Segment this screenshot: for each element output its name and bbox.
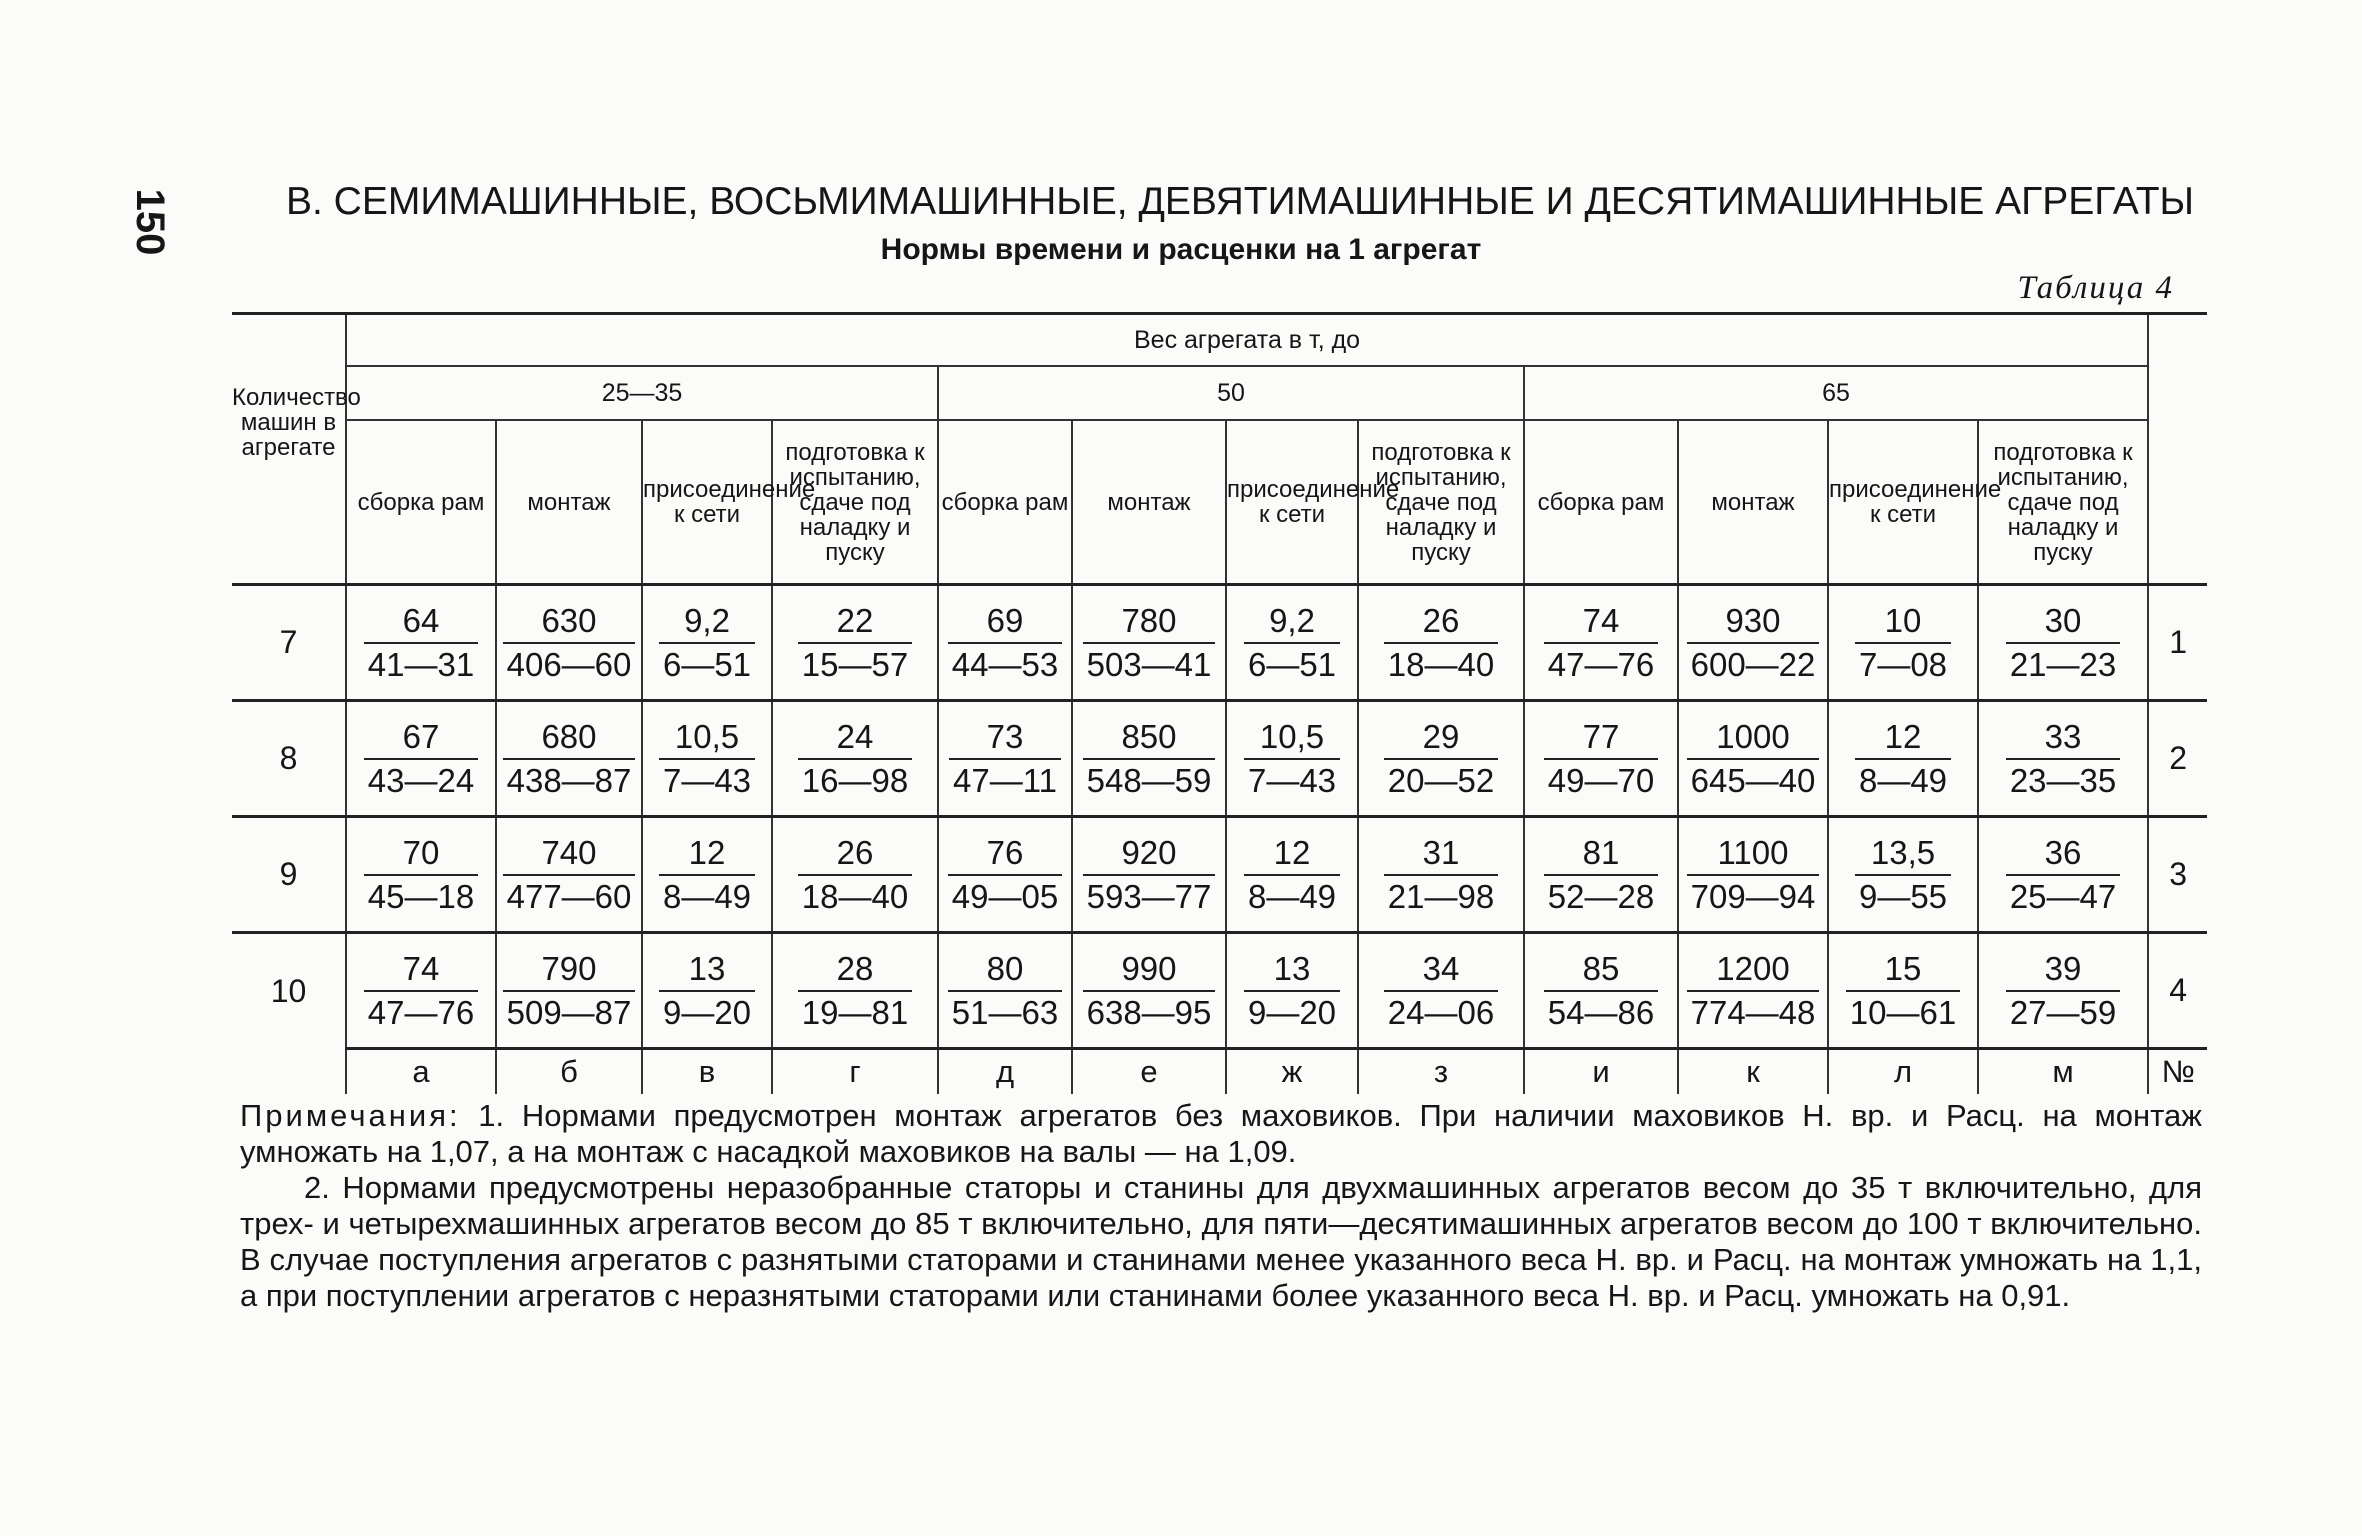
rate-value: 503—41 xyxy=(1086,645,1212,683)
norm-cell xyxy=(496,817,642,933)
column-header: присоединение к сети xyxy=(1226,420,1358,585)
section-title: В. СЕМИМАШИННЫЕ, ВОСЬМИМАШИННЫЕ, ДЕВЯТИМАШИННЫЕ И ДЕСЯТИМАШИННЫЕ АГРЕГАТЫ xyxy=(286,180,2195,223)
time-norm: 81 xyxy=(1544,834,1658,876)
norm-cell xyxy=(772,933,938,1049)
norm-cell xyxy=(642,817,772,933)
rate-value: 43—24 xyxy=(367,761,475,799)
time-norm: 80 xyxy=(948,950,1062,992)
rate-value: 7—43 xyxy=(662,761,752,799)
norm-cell xyxy=(1226,933,1358,1049)
column-letter: в xyxy=(642,1049,772,1095)
norm-cell xyxy=(1358,817,1524,933)
time-norm: 12 xyxy=(659,834,755,876)
rate-value: 7—08 xyxy=(1858,645,1948,683)
rate-value: 52—28 xyxy=(1547,877,1655,915)
norm-cell xyxy=(1072,817,1226,933)
column-letter: б xyxy=(496,1049,642,1095)
rate-value: 51—63 xyxy=(951,993,1059,1031)
norm-cell xyxy=(1358,701,1524,817)
time-norm: 13,5 xyxy=(1855,834,1951,876)
time-norm: 73 xyxy=(949,718,1061,760)
column-letters-row xyxy=(232,1049,2207,1095)
time-norm: 15 xyxy=(1846,950,1960,992)
norm-cell xyxy=(938,585,1072,701)
rate-value: 25—47 xyxy=(2009,877,2117,915)
time-norm: 28 xyxy=(798,950,912,992)
norm-cell xyxy=(496,585,642,701)
norm-cell xyxy=(1828,701,1978,817)
table-row xyxy=(232,933,2207,1049)
column-header: подготовка к испытанию, сдаче под наладку и пуску xyxy=(1978,420,2148,585)
rate-value: 41—31 xyxy=(367,645,475,683)
column-letter: е xyxy=(1072,1049,1226,1095)
norm-cell xyxy=(938,817,1072,933)
time-norm: 36 xyxy=(2006,834,2120,876)
time-norm: 74 xyxy=(364,950,478,992)
rate-value: 7—43 xyxy=(1247,761,1337,799)
column-header: монтаж xyxy=(1678,420,1828,585)
norm-cell xyxy=(346,933,496,1049)
time-norm: 850 xyxy=(1083,718,1216,760)
rate-value: 18—40 xyxy=(1387,645,1495,683)
time-norm: 76 xyxy=(948,834,1062,876)
rate-value: 477—60 xyxy=(506,877,632,915)
time-norm: 64 xyxy=(364,602,478,644)
rate-value: 8—49 xyxy=(1858,761,1948,799)
time-norm: 12 xyxy=(1855,718,1951,760)
rate-value: 19—81 xyxy=(801,993,909,1031)
norm-cell xyxy=(1978,585,2148,701)
norm-cell xyxy=(1524,817,1678,933)
machine-count: 9 xyxy=(232,817,346,933)
no-column-header-blank xyxy=(2148,314,2207,585)
time-norm: 30 xyxy=(2006,602,2120,644)
page-number: 150 xyxy=(128,188,172,256)
norm-cell xyxy=(1072,933,1226,1049)
time-norm: 67 xyxy=(364,718,478,760)
table-row xyxy=(232,585,2207,701)
column-header: монтаж xyxy=(496,420,642,585)
column-letter: к xyxy=(1678,1049,1828,1095)
rate-value: 23—35 xyxy=(2009,761,2117,799)
rate-value: 406—60 xyxy=(506,645,632,683)
norm-cell xyxy=(1678,585,1828,701)
rate-value: 45—18 xyxy=(367,877,475,915)
rate-value: 16—98 xyxy=(801,761,909,799)
notes xyxy=(240,1098,2202,1314)
rate-value: 47—76 xyxy=(367,993,475,1031)
time-norm: 85 xyxy=(1544,950,1658,992)
rate-value: 438—87 xyxy=(506,761,632,799)
time-norm: 930 xyxy=(1687,602,1820,644)
note-1 xyxy=(240,1098,2202,1170)
time-norm: 780 xyxy=(1083,602,1216,644)
norm-cell xyxy=(1978,933,2148,1049)
column-header: сборка рам xyxy=(346,420,496,585)
norm-cell xyxy=(1828,933,1978,1049)
norm-cell xyxy=(1072,701,1226,817)
norm-cell xyxy=(496,933,642,1049)
rate-value: 24—06 xyxy=(1387,993,1495,1031)
time-norm: 13 xyxy=(659,950,755,992)
time-norm: 69 xyxy=(948,602,1062,644)
rate-value: 774—48 xyxy=(1690,993,1816,1031)
column-letter: и xyxy=(1524,1049,1678,1095)
norm-cell xyxy=(772,701,938,817)
time-norm: 74 xyxy=(1544,602,1658,644)
rate-value: 6—51 xyxy=(1247,645,1337,683)
weight-group-3: 65 xyxy=(1524,366,2148,420)
time-norm: 740 xyxy=(503,834,636,876)
time-norm: 77 xyxy=(1544,718,1658,760)
norm-cell xyxy=(346,817,496,933)
rate-value: 8—49 xyxy=(1247,877,1337,915)
norm-cell xyxy=(642,933,772,1049)
time-norm: 22 xyxy=(798,602,912,644)
norm-cell xyxy=(642,585,772,701)
rate-value: 9—55 xyxy=(1858,877,1948,915)
norms-table xyxy=(232,312,2207,1094)
no-header: № xyxy=(2148,1049,2207,1095)
time-norm: 680 xyxy=(503,718,636,760)
norm-cell xyxy=(346,701,496,817)
norm-cell xyxy=(1226,817,1358,933)
time-norm: 39 xyxy=(2006,950,2120,992)
column-letter: з xyxy=(1358,1049,1524,1095)
rate-value: 47—76 xyxy=(1547,645,1655,683)
time-norm: 31 xyxy=(1384,834,1498,876)
weight-header: Вес агрегата в т, до xyxy=(346,314,2148,367)
time-norm: 9,2 xyxy=(1244,602,1340,644)
column-header: подготовка к испытанию, сдаче под наладку и пуску xyxy=(1358,420,1524,585)
column-header: подготовка к испытанию, сдаче под наладку и пуску xyxy=(772,420,938,585)
time-norm: 29 xyxy=(1384,718,1498,760)
time-norm: 990 xyxy=(1083,950,1216,992)
rate-value: 593—77 xyxy=(1086,877,1212,915)
machine-count: 10 xyxy=(232,933,346,1049)
column-letter: м xyxy=(1978,1049,2148,1095)
norm-cell xyxy=(938,933,1072,1049)
rate-value: 15—57 xyxy=(801,645,909,683)
machine-count: 7 xyxy=(232,585,346,701)
time-norm: 1200 xyxy=(1687,950,1820,992)
norm-cell xyxy=(1978,817,2148,933)
column-header: присоединение к сети xyxy=(642,420,772,585)
time-norm: 34 xyxy=(1384,950,1498,992)
norm-cell xyxy=(1072,585,1226,701)
row-number: 4 xyxy=(2148,933,2207,1049)
norm-cell xyxy=(642,701,772,817)
time-norm: 10 xyxy=(1855,602,1951,644)
rate-value: 18—40 xyxy=(801,877,909,915)
time-norm: 33 xyxy=(2006,718,2120,760)
column-letter: л xyxy=(1828,1049,1978,1095)
norm-cell xyxy=(1358,585,1524,701)
rate-value: 9—20 xyxy=(1247,993,1337,1031)
row-number: 3 xyxy=(2148,817,2207,933)
norm-cell xyxy=(496,701,642,817)
row-number: 2 xyxy=(2148,701,2207,817)
time-norm: 1100 xyxy=(1687,834,1820,876)
norm-cell xyxy=(1678,933,1828,1049)
rate-value: 10—61 xyxy=(1849,993,1957,1031)
rate-value: 645—40 xyxy=(1690,761,1816,799)
weight-group-1: 25—35 xyxy=(346,366,938,420)
notes-label: Примечания: xyxy=(240,1098,461,1133)
column-letter: а xyxy=(346,1049,496,1095)
norm-cell xyxy=(1524,701,1678,817)
rate-value: 548—59 xyxy=(1086,761,1212,799)
weight-group-2: 50 xyxy=(938,366,1524,420)
time-norm: 26 xyxy=(1384,602,1498,644)
norm-cell xyxy=(1978,701,2148,817)
machine-count: 8 xyxy=(232,701,346,817)
rate-value: 8—49 xyxy=(662,877,752,915)
rate-value: 27—59 xyxy=(2009,993,2117,1031)
norm-cell xyxy=(1828,817,1978,933)
time-norm: 630 xyxy=(503,602,636,644)
rate-value: 709—94 xyxy=(1690,877,1816,915)
column-header: сборка рам xyxy=(938,420,1072,585)
time-norm: 10,5 xyxy=(1244,718,1340,760)
norm-cell xyxy=(772,817,938,933)
column-header: монтаж xyxy=(1072,420,1226,585)
note-2: 2. Нормами предусмотрены неразобранные статоры и станины для двухмашинных агрегатов весом до 35 т включительно, для трех- и четырехмашинных агрегатов весом до 85 т включительно, для пяти—десятимашинных агрегатов весом до 100 т включительно. В случае поступления агрегатов с разнятыми статорами и станинами менее указанного веса Н. вр. и Расц. на монтаж умножать на 1,1, а при поступлении агрегатов с неразнятыми статорами или станинами более указанного веса Н. вр. и Расц. умножать на 0,91. xyxy=(240,1170,2202,1313)
time-norm: 1000 xyxy=(1687,718,1820,760)
rate-value: 21—23 xyxy=(2009,645,2117,683)
time-norm: 13 xyxy=(1244,950,1340,992)
norm-cell xyxy=(1524,585,1678,701)
time-norm: 24 xyxy=(798,718,912,760)
rate-value: 47—11 xyxy=(953,761,1057,799)
norm-cell xyxy=(1524,933,1678,1049)
note-1-text: 1. Нормами предусмотрен монтаж агрегатов без маховиков. При наличии маховиков Н. вр. и Расц. на монтаж умножать на 1,07, а на монтаж с насадкой маховиков на валы — на 1,09. xyxy=(240,1098,2202,1169)
rate-value: 6—51 xyxy=(662,645,752,683)
norm-cell xyxy=(1226,585,1358,701)
rate-value: 49—05 xyxy=(951,877,1059,915)
column-letter: г xyxy=(772,1049,938,1095)
time-norm: 9,2 xyxy=(659,602,755,644)
rate-value: 9—20 xyxy=(662,993,752,1031)
rate-value: 44—53 xyxy=(951,645,1059,683)
letter-row-blank xyxy=(232,1049,346,1095)
table-row xyxy=(232,817,2207,933)
column-letter: д xyxy=(938,1049,1072,1095)
norm-cell xyxy=(1678,701,1828,817)
norm-cell xyxy=(1358,933,1524,1049)
rate-value: 21—98 xyxy=(1387,877,1495,915)
rate-value: 49—70 xyxy=(1547,761,1655,799)
rate-value: 600—22 xyxy=(1690,645,1816,683)
norm-cell xyxy=(1678,817,1828,933)
row-header-machines: Количество машин в агрегате xyxy=(232,314,346,585)
rate-value: 509—87 xyxy=(506,993,632,1031)
time-norm: 920 xyxy=(1083,834,1216,876)
rate-value: 638—95 xyxy=(1086,993,1212,1031)
table-label: Таблица 4 xyxy=(2017,270,2174,306)
column-header: сборка рам xyxy=(1524,420,1678,585)
table-row xyxy=(232,701,2207,817)
rate-value: 54—86 xyxy=(1547,993,1655,1031)
column-letter: ж xyxy=(1226,1049,1358,1095)
norm-cell xyxy=(772,585,938,701)
norm-cell xyxy=(1226,701,1358,817)
time-norm: 12 xyxy=(1244,834,1340,876)
table-subtitle: Нормы времени и расценки на 1 агрегат xyxy=(880,233,1482,266)
time-norm: 70 xyxy=(364,834,478,876)
norm-cell xyxy=(346,585,496,701)
norm-cell xyxy=(938,701,1072,817)
norm-cell xyxy=(1828,585,1978,701)
column-header: присоединение к сети xyxy=(1828,420,1978,585)
time-norm: 10,5 xyxy=(659,718,755,760)
time-norm: 790 xyxy=(503,950,636,992)
row-number: 1 xyxy=(2148,585,2207,701)
time-norm: 26 xyxy=(798,834,912,876)
rate-value: 20—52 xyxy=(1387,761,1495,799)
